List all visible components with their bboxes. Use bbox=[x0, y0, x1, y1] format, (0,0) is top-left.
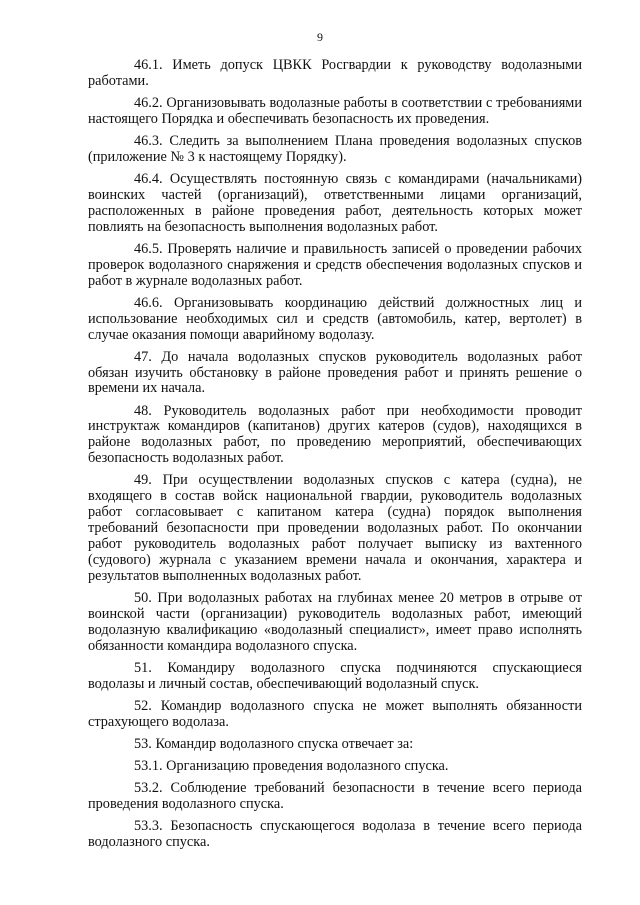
paragraph-52: 52. Командир водолазного спуска не может выполнять обязанности страхующего водолаза. bbox=[88, 697, 582, 730]
paragraph-53-3: 53.3. Безопасность спускающегося водолаза в течение всего периода водолазного спуска. bbox=[88, 817, 582, 850]
paragraph-53-2: 53.2. Соблюдение требований безопасности в течение всего периода проведения водолазного спуска. bbox=[88, 779, 582, 812]
paragraph-49: 49. При осуществлении водолазных спусков с катера (судна), не входящего в состав войск национальной гвардии, руководитель водолазных работ согласовывает с капитаном катера (судна) порядок выполнения требований безопасности при проведении водолазных работ. По окончании работ руководитель водолазных работ получает выписку из вахтенного (судового) журнала с указанием времени начала и окончания, характера и результатов выполненных водолазных работ. bbox=[88, 472, 582, 584]
paragraph-46-2: 46.2. Организовывать водолазные работы в соответствии с требованиями настоящего Порядка и обеспечивать безопасность их проведения. bbox=[88, 95, 582, 127]
paragraph-51: 51. Командиру водолазного спуска подчиняются спускающиеся водолазы и личный состав, обеспечивающий водолазный спуск. bbox=[88, 659, 582, 692]
paragraph-53: 53. Командир водолазного спуска отвечает за: bbox=[134, 735, 414, 752]
document-body bbox=[88, 58, 582, 857]
paragraph-46-3: 46.3. Следить за выполнением Плана проведения водолазных спусков (приложение № 3 к настоящему Порядку). bbox=[88, 133, 582, 165]
paragraph-46-5: 46.5. Проверять наличие и правильность записей о проведении рабочих проверок водолазного снаряжения и средств обеспечения водолазных спусков и работ в журнале водолазных работ. bbox=[88, 240, 582, 289]
paragraph-46-1: 46.1. Иметь допуск ЦВКК Росгвардии к руководству водолазными работами. bbox=[88, 57, 582, 89]
paragraph-53-1: 53.1. Организацию проведения водолазного спуска. bbox=[134, 757, 449, 774]
paragraph-47: 47. До начала водолазных спусков руководитель водолазных работ обязан изучить обстановку в районе проведения работ и принять решение о времени их начала. bbox=[88, 348, 582, 397]
page-number: 9 bbox=[317, 30, 323, 44]
paragraph-50: 50. При водолазных работах на глубинах менее 20 метров в отрыве от воинской части (организации) руководитель водолазных работ, имеющий водолазную квалификацию «водолазный специалист», имеет право исполнять обязанности командира водолазного спуска. bbox=[88, 589, 582, 654]
paragraph-48: 48. Руководитель водолазных работ при необходимости проводит инструктаж командиров (капитанов) других катеров (судов), находящихся в районе водолазных работ, по проведению мероприятий, обеспечивающих безопасность водолазных работ. bbox=[88, 402, 582, 467]
paragraph-46-6: 46.6. Организовывать координацию действий должностных лиц и использование необходимых сил и средств (автомобиль, катер, вертолет) в случае оказания помощи аварийному водолазу. bbox=[88, 294, 582, 343]
paragraph-46-4: 46.4. Осуществлять постоянную связь с командирами (начальниками) воинских частей (организаций), ответственными лицами организаций, расположенных в районе проведения работ, деятельность которых может повлиять на безопасность выполнения водолазных работ. bbox=[88, 171, 582, 235]
